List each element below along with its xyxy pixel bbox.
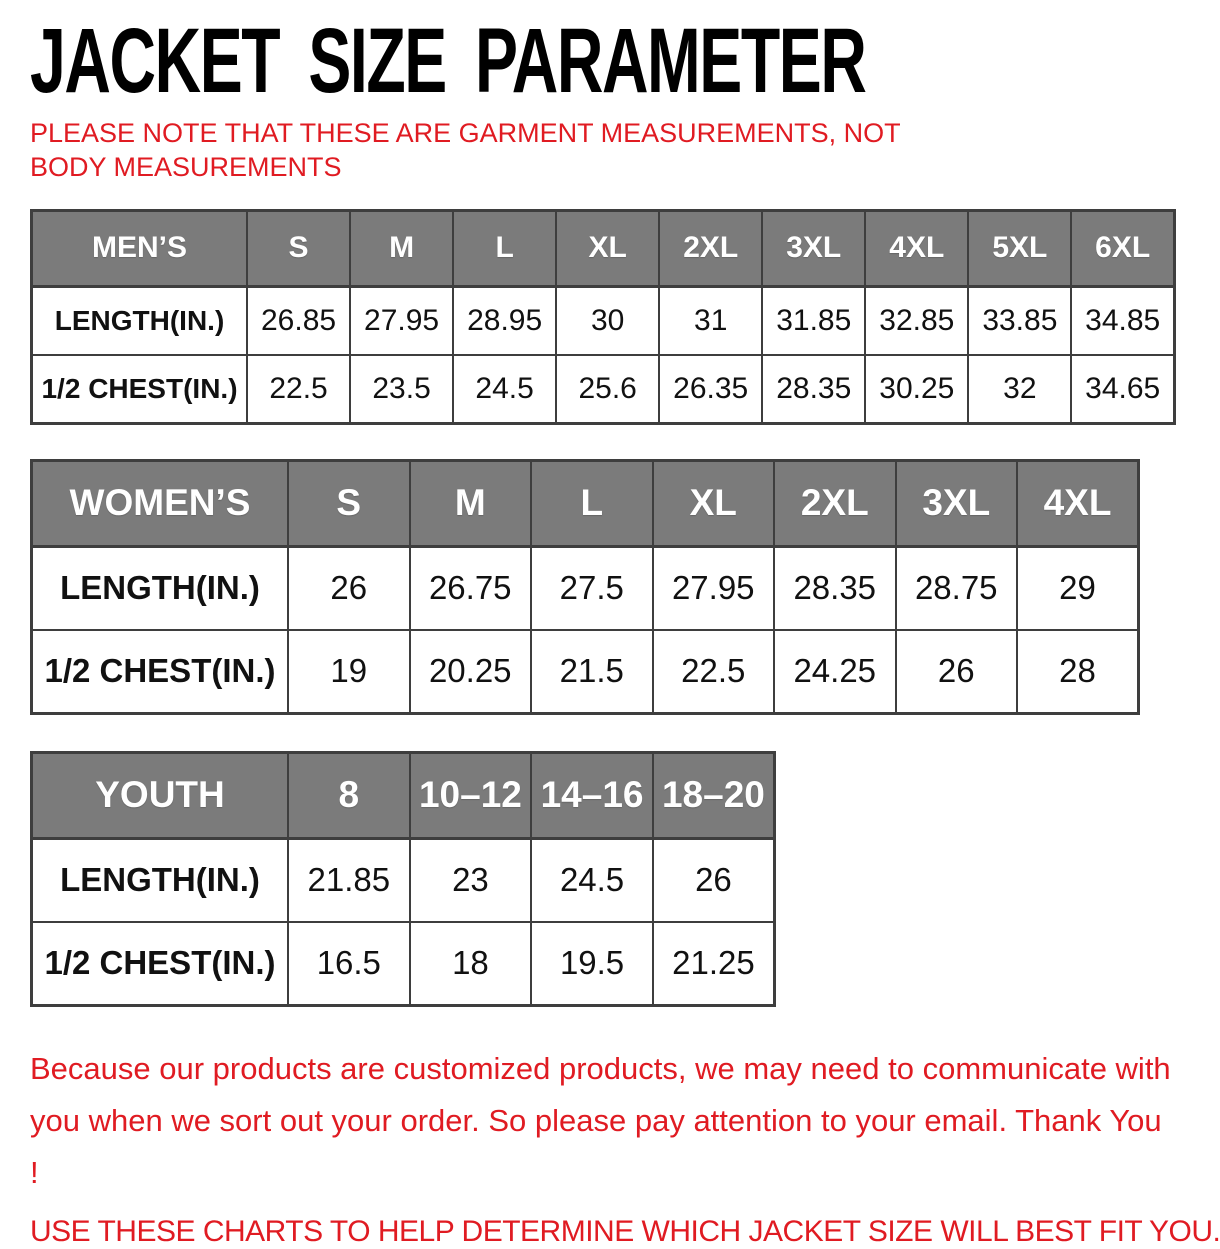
measurement-value-cell: 26.75 [410,546,532,630]
youth-size-table [30,751,776,1007]
page-title: JACKET SIZE PARAMETER [30,10,866,112]
size-column-header: L [531,460,653,546]
womens-table-header [32,460,1139,546]
measurement-value-cell: 30 [556,286,659,355]
size-column-header: 10–12 [410,752,532,838]
youth-table-header [32,752,775,838]
measurement-value-cell: 27.95 [350,286,453,355]
measurement-value-cell: 31.85 [762,286,865,355]
measurement-value-cell: 20.25 [410,630,532,714]
measurement-value-cell: 29 [1017,546,1139,630]
measurement-value-cell: 28.35 [774,546,896,630]
mens-table-header [32,210,1175,286]
row-label-cell: 1/2 CHEST(IN.) [32,922,289,1006]
table-row [32,630,1139,714]
header-row [32,752,775,838]
measurement-value-cell: 26 [653,838,775,922]
mens-size-table [30,209,1176,425]
measurement-value-cell: 26.85 [247,286,350,355]
womens-size-table [30,459,1140,715]
measurement-value-cell: 22.5 [247,355,350,424]
measurement-value-cell: 31 [659,286,762,355]
measurement-value-cell: 24.5 [531,838,653,922]
measurement-value-cell: 21.5 [531,630,653,714]
measurement-value-cell: 21.85 [288,838,410,922]
size-column-header: M [350,210,453,286]
measurement-value-cell: 16.5 [288,922,410,1006]
size-column-header: 3XL [762,210,865,286]
row-label-cell: 1/2 CHEST(IN.) [32,355,248,424]
size-column-header: 2XL [659,210,762,286]
measurement-value-cell: 18 [410,922,532,1006]
measurement-value-cell: 23 [410,838,532,922]
size-column-header: 8 [288,752,410,838]
size-column-header: 5XL [968,210,1071,286]
size-column-header: 18–20 [653,752,775,838]
size-column-header: XL [653,460,775,546]
usage-note: USE THESE CHARTS TO HELP DETERMINE WHICH JACKET SIZE WILL BEST FIT YOU. [30,1215,1220,1249]
measurement-value-cell: 33.85 [968,286,1071,355]
row-label-cell: LENGTH(IN.) [32,838,289,922]
measurement-value-cell: 32 [968,355,1071,424]
measurement-value-cell: 26.35 [659,355,762,424]
table-title-cell: WOMEN’S [32,460,289,546]
table-title-cell: MEN’S [32,210,248,286]
row-label-cell: LENGTH(IN.) [32,286,248,355]
measurement-value-cell: 26 [896,630,1018,714]
measurement-value-cell: 24.25 [774,630,896,714]
row-label-cell: 1/2 CHEST(IN.) [32,630,289,714]
measurement-value-cell: 23.5 [350,355,453,424]
measurement-value-cell: 28.35 [762,355,865,424]
measurement-value-cell: 27.5 [531,546,653,630]
measurement-value-cell: 19 [288,630,410,714]
measurement-value-cell: 25.6 [556,355,659,424]
header-row [32,460,1139,546]
table-row [32,922,775,1006]
size-column-header: XL [556,210,659,286]
size-column-header: S [288,460,410,546]
header-row [32,210,1175,286]
size-column-header: 3XL [896,460,1018,546]
measurement-value-cell: 27.95 [653,546,775,630]
measurement-value-cell: 30.25 [865,355,968,424]
measurement-value-cell: 19.5 [531,922,653,1006]
measurement-value-cell: 32.85 [865,286,968,355]
table-row [32,355,1175,424]
table-title-cell: YOUTH [32,752,289,838]
communication-note: Because our products are customized products, we may need to communicate with you when we sort out your order. So please pay attention to your email. Thank You ! [30,1050,1171,1191]
measurement-value-cell: 28.95 [453,286,556,355]
size-column-header: 14–16 [531,752,653,838]
measurement-value-cell: 28.75 [896,546,1018,630]
size-column-header: 4XL [865,210,968,286]
row-label-cell: LENGTH(IN.) [32,546,289,630]
measurement-value-cell: 21.25 [653,922,775,1006]
size-column-header: 2XL [774,460,896,546]
youth-table-body [32,838,775,1005]
measurement-value-cell: 34.85 [1071,286,1174,355]
womens-table-body [32,546,1139,713]
size-column-header: M [410,460,532,546]
size-column-header: S [247,210,350,286]
measurement-value-cell: 34.65 [1071,355,1174,424]
size-column-header: 4XL [1017,460,1139,546]
size-column-header: 6XL [1071,210,1174,286]
measurement-value-cell: 22.5 [653,630,775,714]
mens-table-body [32,286,1175,423]
measurement-value-cell: 26 [288,546,410,630]
table-row [32,546,1139,630]
measurement-value-cell: 24.5 [453,355,556,424]
size-column-header: L [453,210,556,286]
table-row [32,838,775,922]
measurement-value-cell: 28 [1017,630,1139,714]
table-row [32,286,1175,355]
garment-measurement-note: PLEASE NOTE THAT THESE ARE GARMENT MEASUREMENTS, NOT BODY MEASUREMENTS [30,118,901,183]
